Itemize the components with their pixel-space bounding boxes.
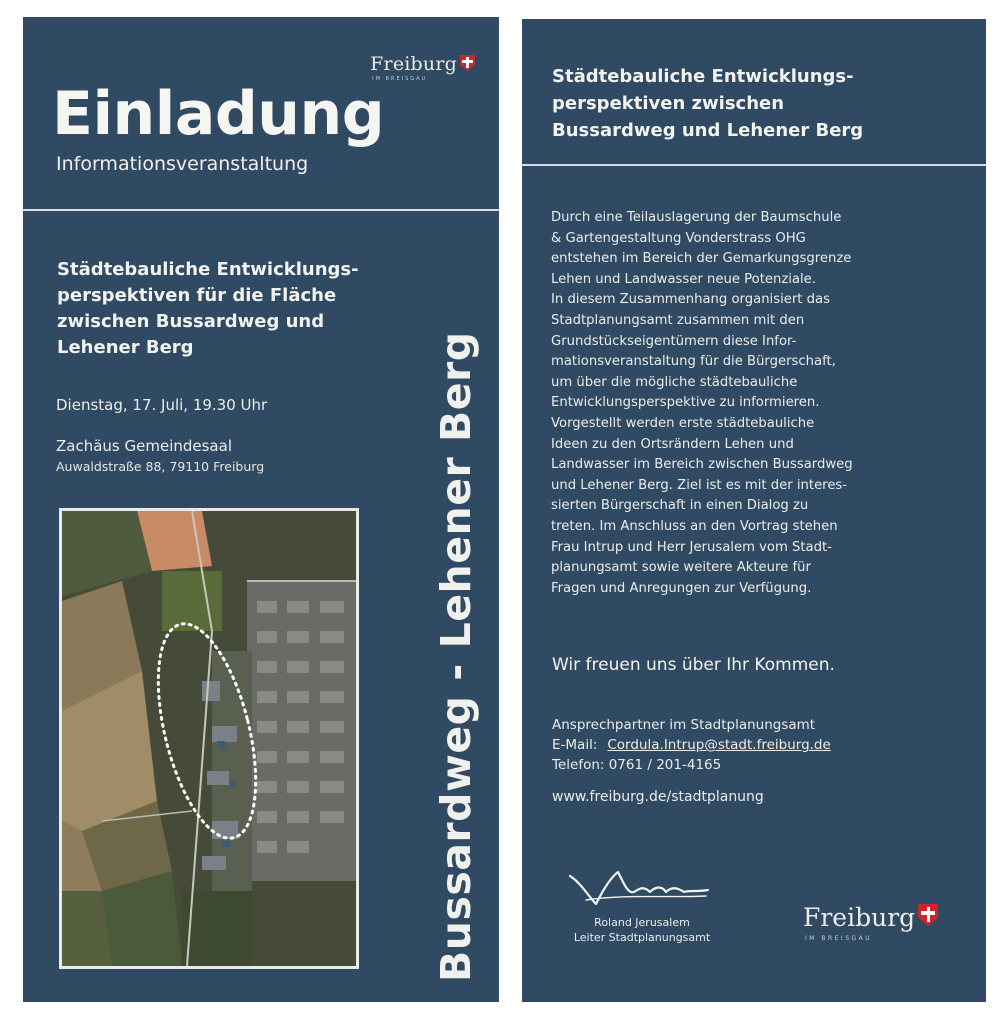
body-line: um über die mögliche städtebauliche	[551, 374, 798, 390]
vertical-title-text: Bussardweg - Lehener Berg	[432, 331, 480, 982]
body-line: Lehen und Landwasser neue Potenziale.	[551, 271, 816, 287]
event-venue: Zachäus Gemeindesaal	[56, 437, 232, 455]
heading-line: Lehener Berg	[57, 337, 194, 358]
body-line: und Lehener Berg. Ziel ist es mit der interes-	[551, 477, 848, 493]
coat-of-arms-icon	[460, 55, 475, 71]
body-line: Frau Intrup und Herr Jerusalem vom Stadt-	[551, 539, 832, 555]
body-line: Entwicklungsperspektive zu informieren.	[551, 395, 820, 411]
website-link[interactable]: www.freiburg.de/stadtplanung	[552, 789, 764, 805]
signature-graphic	[566, 864, 716, 919]
email-line	[552, 735, 831, 755]
signer-role: Leiter Stadtplanungsamt	[573, 931, 711, 944]
body-line: Landwasser im Bereich zwischen Bussardweg	[551, 457, 853, 473]
header-divider	[522, 164, 986, 166]
page-subtitle: Informationsveranstaltung	[56, 153, 309, 175]
event-heading	[57, 257, 417, 361]
logo-wordmark: Freiburg	[803, 903, 916, 932]
body-line: Ideen zu den Ortsrändern Lehen und	[551, 436, 794, 452]
coat-of-arms-icon	[918, 904, 938, 926]
aerial-map-image	[59, 508, 359, 969]
invitation-front-panel	[23, 17, 499, 1002]
body-line: Stadtplanungsamt zusammen mit den	[551, 312, 805, 328]
contact-block	[552, 715, 831, 775]
event-date: Dienstag, 17. Juli, 19.30 Uhr	[56, 396, 268, 414]
header-divider	[23, 209, 499, 211]
heading-line: perspektiven für die Fläche	[57, 285, 337, 306]
signer-name: Roland Jerusalem	[594, 916, 690, 929]
welcome-text: Wir freuen uns über Ihr Kommen.	[552, 655, 835, 675]
vertical-title	[424, 331, 494, 982]
email-label: E-Mail:	[552, 737, 598, 753]
body-line: In diesem Zusammenhang organisiert das	[551, 292, 830, 308]
body-line: Vorgestellt werden erste städtebauliche	[551, 415, 815, 431]
freiburg-logo	[370, 53, 475, 82]
description-body	[551, 208, 955, 599]
body-line: treten. Im Anschluss an den Vortrag stehen	[551, 518, 838, 534]
body-line: Grundstückseigentümern diese Infor-	[551, 333, 797, 349]
heading-line: Städtebauliche Entwicklungs-	[552, 66, 854, 87]
signer-block	[562, 915, 722, 945]
email-link[interactable]: Cordula.Intrup@stadt.freiburg.de	[607, 737, 831, 753]
body-line: Durch eine Teilauslagerung der Baumschule	[551, 210, 842, 225]
aerial-photo-graphic	[62, 511, 356, 966]
body-line: sierten Bürgerschaft in einen Dialog zu	[551, 498, 809, 514]
logo-wordmark: Freiburg	[370, 53, 457, 75]
page-title: Einladung	[52, 79, 385, 149]
body-line: planungsamt sowie weitere Akteure für	[551, 560, 811, 576]
body-line: mationsveranstaltung für die Bürgerschaft,	[551, 354, 836, 370]
body-line: & Gartengestaltung Vonderstrass OHG	[551, 230, 806, 246]
invitation-back-panel	[522, 19, 986, 1002]
body-line: Fragen und Anregungen zur Verfügung.	[551, 580, 812, 596]
description-heading	[552, 63, 972, 144]
freiburg-logo	[803, 903, 938, 942]
event-address: Auwaldstraße 88, 79110 Freiburg	[56, 459, 265, 474]
heading-line: perspektiven zwischen	[552, 93, 785, 114]
body-line: entstehen im Bereich der Gemarkungsgrenze	[551, 251, 852, 267]
logo-subline: IM BREISGAU	[805, 935, 873, 942]
contact-heading: Ansprechpartner im Stadtplanungsamt	[552, 717, 816, 733]
logo-subline: IM BREISGAU	[372, 76, 428, 82]
heading-line: Städtebauliche Entwicklungs-	[57, 259, 359, 280]
heading-line: zwischen Bussardweg und	[57, 311, 325, 332]
phone-line: Telefon: 0761 / 201-4165	[552, 757, 722, 773]
heading-line: Bussardweg und Lehener Berg	[552, 120, 864, 141]
